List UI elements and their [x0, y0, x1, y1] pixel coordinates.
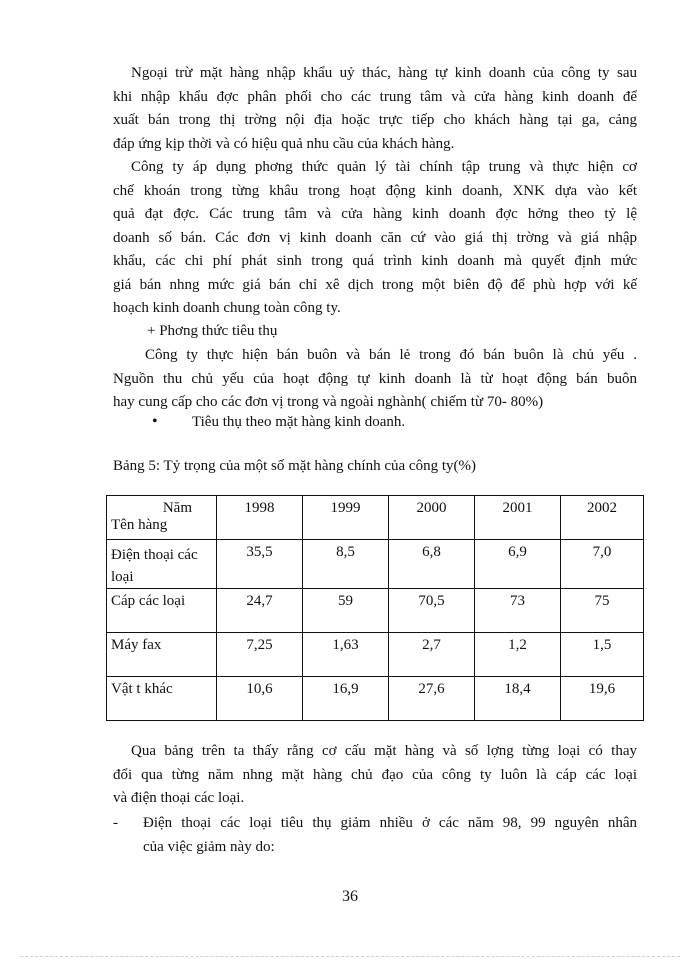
value-cell: 2,7 — [389, 633, 475, 677]
text-line: giá bán nhng mức giá bán chỉ xê dịch trong một biên độ để phù hợp với kế — [113, 276, 637, 293]
value-cell: 75 — [561, 589, 644, 633]
value-cell: 24,7 — [217, 589, 303, 633]
header-corner-cell — [107, 496, 217, 540]
table-row — [107, 633, 644, 677]
page-number: 36 — [342, 888, 358, 905]
text-line: đổi qua từng năm nhng mặt hàng chủ đạo của công ty luôn là cáp các loại — [113, 766, 637, 783]
text-line: Nguồn thu chủ yếu của hoạt động tự kinh doanh là từ hoạt động bán buôn — [113, 370, 637, 387]
text-line: xuất bán trong thị trờng nội địa hoặc trực tiếp cho khách hàng tại ga, cảng — [113, 112, 637, 128]
table-row — [107, 540, 644, 589]
value-cell: 73 — [475, 589, 561, 633]
paragraph-4 — [113, 740, 637, 811]
paragraph-1 — [113, 62, 637, 156]
value-cell: 7,0 — [561, 540, 644, 589]
text-line: khi nhập khẩu đợc phân phối cho các trung tâm và cửa hàng kinh doanh để — [113, 88, 637, 105]
paragraph-3 — [113, 344, 637, 415]
value-cell: 1,63 — [303, 633, 389, 677]
row-name-cell: Cáp các loại — [107, 589, 217, 633]
header-year-cell: 1998 — [217, 496, 303, 540]
text-line: Công ty thực hiện bán buôn và bán lẻ trong đó bán buôn là chủ yếu . — [145, 347, 637, 363]
data-table — [106, 495, 644, 721]
subheading — [147, 320, 637, 344]
value-cell: 16,9 — [303, 677, 389, 721]
text-line: hoạch kinh doanh chung toàn công ty. — [113, 300, 341, 316]
value-cell: 35,5 — [217, 540, 303, 589]
value-cell: 6,8 — [389, 540, 475, 589]
value-cell: 1,5 — [561, 633, 644, 677]
dash-item — [113, 812, 637, 859]
header-item-label: Tên hàng — [111, 517, 168, 533]
value-cell: 19,6 — [561, 677, 644, 721]
value-cell: 70,5 — [389, 589, 475, 633]
header-year-cell: 2002 — [561, 496, 644, 540]
header-year-label: Năm — [162, 500, 192, 516]
value-cell: 59 — [303, 589, 389, 633]
header-year-cell: 2001 — [475, 496, 561, 540]
text-line: của việc giảm này do: — [143, 838, 275, 855]
value-cell: 8,5 — [303, 540, 389, 589]
subheading-text: + Phơng thức tiêu thụ — [147, 323, 278, 339]
value-cell: 18,4 — [475, 677, 561, 721]
text-line: và điện thoại các loại. — [113, 790, 245, 806]
text-line: Qua bảng trên ta thấy rằng cơ cấu mặt hàng và số lợng từng loại có thay — [131, 743, 637, 759]
bullet-icon: • — [152, 413, 158, 430]
text-line: khẩu, các chi phí phát sinh trong quá trình kinh doanh mà quyết định mức — [113, 253, 637, 269]
table-row — [107, 589, 644, 633]
text-line: Công ty áp dụng phơng thức quản lý tài chính tập trung và thực hiện cơ — [131, 159, 637, 175]
text-line: quả đạt đợc. Các trung tâm và cửa hàng kinh doanh đợc hởng theo tỷ lệ — [113, 206, 637, 222]
page-separator — [20, 956, 680, 957]
row-name-cell: Máy fax — [107, 633, 217, 677]
bullet-text: Tiêu thụ theo mặt hàng kinh doanh. — [192, 414, 406, 430]
text-line: Ngoại trừ mặt hàng nhập khẩu uỷ thác, hàng tự kinh doanh của công ty sau — [131, 65, 637, 81]
header-year-cell: 1999 — [303, 496, 389, 540]
table-row — [107, 677, 644, 721]
value-cell: 6,9 — [475, 540, 561, 589]
paragraph-2 — [113, 156, 637, 321]
text-line: đáp ứng kịp thời và có hiệu quả nhu cầu của khách hàng. — [113, 135, 455, 152]
value-cell: 7,25 — [217, 633, 303, 677]
text-line: chế khoán trong từng khâu trong hoạt động kinh doanh, XNK dựa vào kết — [113, 182, 637, 199]
table-header-row — [107, 496, 644, 540]
header-year-cell: 2000 — [389, 496, 475, 540]
text-line: Điện thoại các loại tiêu thụ giảm nhiều ở các năm 98, 99 nguyên nhân — [143, 815, 637, 831]
value-cell: 1,2 — [475, 633, 561, 677]
table-caption: Bảng 5: Tỷ trọng của một số mặt hàng chính của công ty(%) — [113, 458, 476, 474]
value-cell: 10,6 — [217, 677, 303, 721]
text-line: doanh số bán. Các đơn vị kinh doanh căn cứ vào giá thị trờng và giá nhập — [113, 229, 637, 246]
dash-icon: - — [113, 815, 118, 831]
row-name-cell: Vật t khác — [107, 677, 217, 721]
value-cell: 27,6 — [389, 677, 475, 721]
row-name-cell: Điện thoại các loại — [107, 540, 217, 589]
text-line: hay cung cấp cho các đơn vị trong và ngoài nghành( chiếm từ 70- 80%) — [113, 394, 544, 410]
